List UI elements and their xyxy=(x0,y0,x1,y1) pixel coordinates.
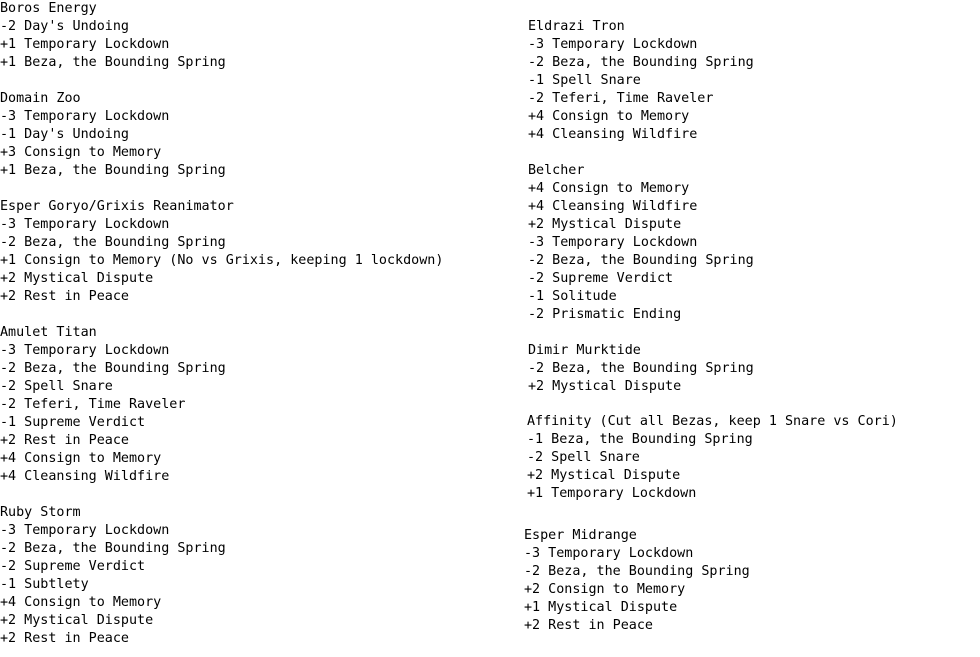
sideboard-change-line: -2 Beza, the Bounding Spring xyxy=(528,361,754,376)
sideboard-change-line: +1 Temporary Lockdown xyxy=(527,486,697,501)
matchup-title: Esper Midrange xyxy=(524,528,637,543)
sideboard-change-line: +4 Consign to Memory xyxy=(528,109,690,124)
sideboard-change-line: -1 Supreme Verdict xyxy=(0,415,146,430)
sideboard-change-line: -3 Temporary Lockdown xyxy=(0,523,170,538)
matchup-block xyxy=(0,90,226,180)
sideboard-change-line: -3 Temporary Lockdown xyxy=(528,37,698,52)
sideboard-change-line: +2 Rest in Peace xyxy=(0,289,129,304)
sideboard-change-line: -2 Beza, the Bounding Spring xyxy=(528,253,754,268)
sideboard-change-line: -1 Solitude xyxy=(528,289,617,304)
sideboard-change-line: +1 Beza, the Bounding Spring xyxy=(0,55,226,70)
sideboard-change-line: -3 Temporary Lockdown xyxy=(0,217,170,232)
sideboard-change-line: +2 Mystical Dispute xyxy=(0,613,154,628)
sideboard-change-line: -1 Day's Undoing xyxy=(0,127,129,142)
matchup-title: Belcher xyxy=(528,163,585,178)
sideboard-change-line: +4 Cleansing Wildfire xyxy=(528,127,698,142)
sideboard-change-line: +2 Rest in Peace xyxy=(0,433,129,448)
sideboard-change-line: -3 Temporary Lockdown xyxy=(528,235,698,250)
matchup-title: Ruby Storm xyxy=(0,505,81,520)
matchup-block xyxy=(528,18,754,144)
sideboard-change-line: -2 Supreme Verdict xyxy=(528,271,674,286)
matchup-block xyxy=(0,198,443,306)
sideboard-change-line: -2 Teferi, Time Raveler xyxy=(0,397,186,412)
sideboard-change-line: -2 Teferi, Time Raveler xyxy=(528,91,714,106)
sideboard-change-line: +2 Consign to Memory xyxy=(524,582,686,597)
sideboard-change-line: +2 Mystical Dispute xyxy=(0,271,154,286)
matchup-title: Domain Zoo xyxy=(0,91,81,106)
sideboard-change-line: -2 Supreme Verdict xyxy=(0,559,146,574)
matchup-title: Eldrazi Tron xyxy=(528,19,625,34)
sideboard-change-line: +2 Mystical Dispute xyxy=(528,217,682,232)
sideboard-change-line: +2 Rest in Peace xyxy=(0,631,129,646)
sideboard-change-line: -1 Subtlety xyxy=(0,577,89,592)
sideboard-change-line: +1 Temporary Lockdown xyxy=(0,37,170,52)
matchup-block xyxy=(0,324,226,486)
sideboard-change-line: +2 Mystical Dispute xyxy=(528,379,682,394)
matchup-title: Esper Goryo/Grixis Reanimator xyxy=(0,199,234,214)
sideboard-change-line: +4 Consign to Memory xyxy=(0,451,162,466)
sideboard-change-line: +1 Beza, the Bounding Spring xyxy=(0,163,226,178)
matchup-block xyxy=(528,342,754,396)
sideboard-change-line: -2 Beza, the Bounding Spring xyxy=(0,541,226,556)
sideboard-change-line: -3 Temporary Lockdown xyxy=(0,343,170,358)
sideboard-change-line: -2 Spell Snare xyxy=(527,450,640,465)
sideboard-change-line: -2 Beza, the Bounding Spring xyxy=(0,235,226,250)
sideboard-change-line: +3 Consign to Memory xyxy=(0,145,162,160)
sideboard-change-line: +1 Mystical Dispute xyxy=(524,600,678,615)
matchup-block xyxy=(0,0,226,72)
sideboard-change-line: -2 Spell Snare xyxy=(0,379,113,394)
sideboard-change-line: +4 Consign to Memory xyxy=(528,181,690,196)
sideboard-change-line: -2 Beza, the Bounding Spring xyxy=(524,564,750,579)
sideboard-change-line: -1 Spell Snare xyxy=(528,73,641,88)
sideboard-change-line: -2 Beza, the Bounding Spring xyxy=(0,361,226,376)
matchup-block xyxy=(524,527,750,635)
sideboard-change-line: -2 Beza, the Bounding Spring xyxy=(528,55,754,70)
matchup-title: Amulet Titan xyxy=(0,325,97,340)
matchup-title: Affinity (Cut all Bezas, keep 1 Snare vs Cori) xyxy=(527,414,898,429)
sideboard-change-line: -1 Beza, the Bounding Spring xyxy=(527,432,753,447)
matchup-block xyxy=(0,504,226,648)
matchup-block xyxy=(527,413,898,503)
matchup-title: Boros Energy xyxy=(0,1,97,16)
sideboard-change-line: -2 Day's Undoing xyxy=(0,19,129,34)
sideboard-change-line: +1 Consign to Memory (No vs Grixis, keeping 1 lockdown) xyxy=(0,253,444,268)
sideboard-change-line: -3 Temporary Lockdown xyxy=(524,546,694,561)
sideboard-change-line: -2 Prismatic Ending xyxy=(528,307,682,322)
sideboard-change-line: +2 Mystical Dispute xyxy=(527,468,681,483)
sideboard-change-line: +4 Cleansing Wildfire xyxy=(528,199,698,214)
sideboard-change-line: +2 Rest in Peace xyxy=(524,618,653,633)
sideboard-change-line: +4 Cleansing Wildfire xyxy=(0,469,170,484)
matchup-block xyxy=(528,162,754,324)
sideboard-change-line: +4 Consign to Memory xyxy=(0,595,162,610)
sideboard-change-line: -3 Temporary Lockdown xyxy=(0,109,170,124)
matchup-title: Dimir Murktide xyxy=(528,343,641,358)
